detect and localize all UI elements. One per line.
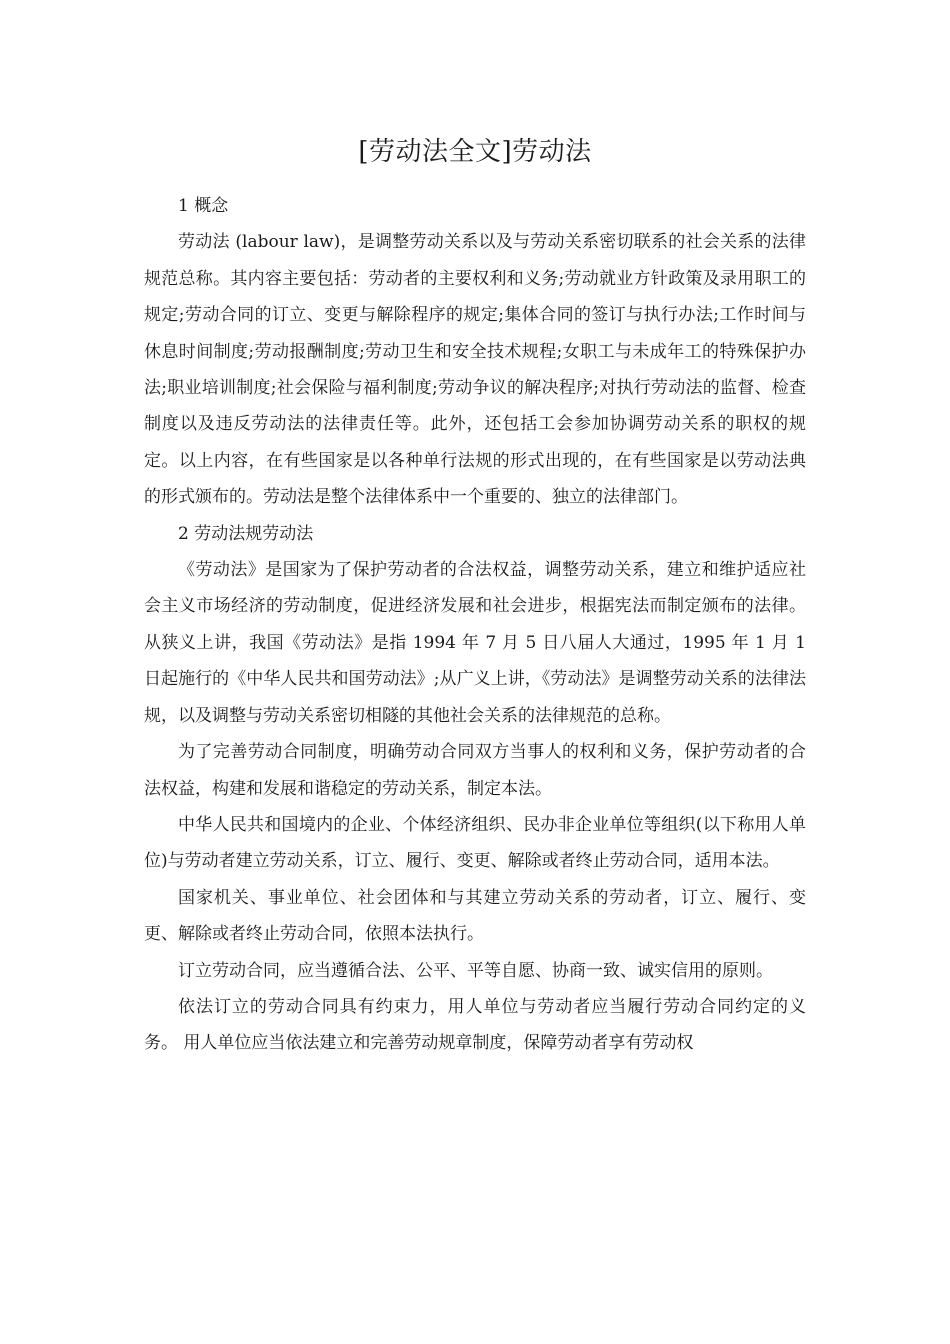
paragraph-scope-employers: 中华人民共和国境内的企业、个体经济组织、民办非企业单位等组织(以下称用人单位)与劳动者建立劳动关系，订立、履行、变更、解除或者终止劳动合同，适用本法。: [144, 814, 806, 872]
paragraph-contract-purpose: 为了完善劳动合同制度，明确劳动合同双方当事人的权利和义务，保护劳动者的合法权益，构建和发展和谐稳定的劳动关系，制定本法。: [144, 742, 806, 799]
paragraph-scope-state-organs: 国家机关、事业单位、社会团体和与其建立劳动关系的劳动者，订立、履行、变更、解除或者终止劳动合同，依照本法执行。: [144, 887, 806, 945]
paragraph-principles: 订立劳动合同，应当遵循合法、公平、平等自愿、协商一致、诚实信用的原则。: [178, 960, 773, 981]
paragraph-labor-law-purpose: 《劳动法》是国家为了保护劳动者的合法权益，调整劳动关系，建立和维护适应社会主义市场经济的劳动制度，促进经济发展和社会进步，根据宪法而制定颁布的法律。从狭义上讲，我国《劳动法》是指 1994 年 7 月 5 日八届人大通过，1995 年 1 月 1 日起施行的《中华人民共和国劳动法》;从广义上讲，《劳动法》是调整劳动关系的法律法规，以及调整与劳动关系密切相隧的其他社会关系的法律规范的总称。: [144, 560, 806, 726]
paragraph-concept-definition: 劳动法 (labour law)，是调整劳动关系以及与劳动关系密切联系的社会关系的法律规范总称。其内容主要包括：劳动者的主要权利和义务;劳动就业方针政策及录用职工的规定;劳动合同的订立、变更与解除程序的规定;集体合同的签订与执行办法;工作时间与休息时间制度;劳动报酬制度;劳动卫生和安全技术规程;女职工与未成年工的特殊保护办法;职业培训制度;社会保险与福利制度;劳动争议的解决程序;对执行劳动法的监督、检查制度以及违反劳动法的法律责任等。此外，还包括工会参加协调劳动关系的职权的规定。以上内容，在有些国家是以各种单行法规的形式出现的，在有些国家是以劳动法典的形式颁布的。劳动法是整个法律体系中一个重要的、独立的法律部门。: [144, 232, 806, 508]
paragraph-binding-force: 依法订立的劳动合同具有约束力，用人单位与劳动者应当履行劳动合同约定的义务。 用人单位应当依法建立和完善劳动规章制度，保障劳动者享有劳动权: [144, 996, 806, 1054]
section-heading-concept: 1 概念: [178, 196, 229, 216]
section-heading-labor-regulations: 2 劳动法规劳动法: [178, 523, 314, 544]
document-title: [劳动法全文]劳动法: [358, 137, 592, 167]
document-page: [144, 126, 806, 1062]
